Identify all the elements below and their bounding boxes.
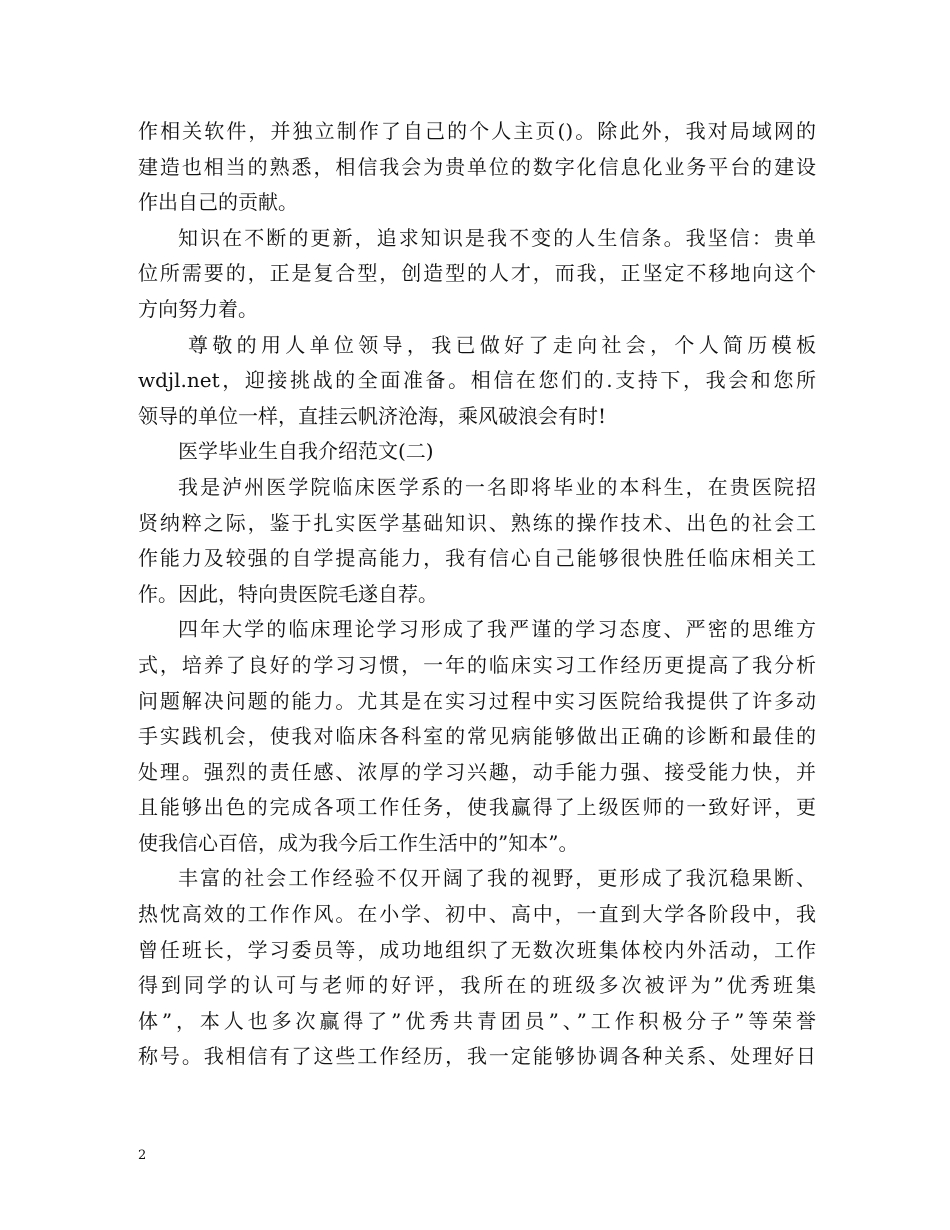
text-line: 贤纳粹之际，鉴于扎实医学基础知识、熟练的操作技术、出色的社会工 [138,510,816,535]
text-line: 医学毕业生自我介绍范文(二) [178,439,434,464]
text-line: 使我信心百倍，成为我今后工作生活中的”知本”。 [138,830,579,855]
page-number: 2 [138,1148,147,1163]
text-line: 手实践机会，使我对临床各科室的常见病能够做出正确的诊断和最佳的 [138,724,816,749]
text-line: 作能力及较强的自学提高能力，我有信心自己能够很快胜任临床相关工 [138,546,816,571]
text-line: 式，培养了良好的学习习惯，一年的临床实习工作经历更提高了我分析 [138,652,816,677]
text-line: 处理。强烈的责任感、浓厚的学习兴趣，动手能力强、接受能力快，并 [138,759,816,784]
text-line: 作相关软件，并独立制作了自己的个人主页()。除此外，我对局域网的 [138,119,816,143]
text-line: wdjl.net，迎接挑战的全面准备。相信在您们的.支持下，我会和您所 [138,368,816,393]
text-line: 位所需要的，正是复合型，创造型的人才，而我，正坚定不移地向这个 [138,261,816,286]
document-body [138,114,816,1075]
text-line: 知识在不断的更新，追求知识是我不变的人生信条。我坚信：贵单 [178,225,816,250]
text-line: 作出自己的贡献。 [138,190,298,215]
text-line: 建造也相当的熟悉，相信我会为贵单位的数字化信息化业务平台的建设 [138,154,816,179]
text-line: 尊敬的用人单位领导，我已做好了走向社会，个人简历模板 [188,332,816,357]
text-line: 体”，本人也多次赢得了”优秀共青团员”、”工作积极分子”等荣誉 [138,1008,816,1033]
text-line: 方向努力着。 [138,296,258,321]
text-line: 且能够出色的完成各项工作任务，使我赢得了上级医师的一致好评，更 [138,795,816,820]
text-line: 四年大学的临床理论学习形成了我严谨的学习态度、严密的思维方 [178,617,816,642]
text-line: 领导的单位一样，直挂云帆济沧海，乘风破浪会有时! [138,403,607,428]
text-line: 问题解决问题的能力。尤其是在实习过程中实习医院给我提供了许多动 [138,688,816,713]
text-line: 热忱高效的工作作风。在小学、初中、高中，一直到大学各阶段中，我 [138,902,816,927]
text-line: 我是泸州医学院临床医学系的一名即将毕业的本科生，在贵医院招 [178,474,816,499]
text-line: 作。因此，特向贵医院毛遂自荐。 [138,581,438,606]
text-line: 称号。我相信有了这些工作经历，我一定能够协调各种关系、处理好日 [138,1044,816,1069]
text-line: 得到同学的认可与老师的好评，我所在的班级多次被评为”优秀班集 [138,973,816,998]
text-line: 曾任班长，学习委员等，成功地组织了无数次班集体校内外活动，工作 [138,937,816,962]
text-line: 丰富的社会工作经验不仅开阔了我的视野，更形成了我沉稳果断、 [178,866,816,891]
